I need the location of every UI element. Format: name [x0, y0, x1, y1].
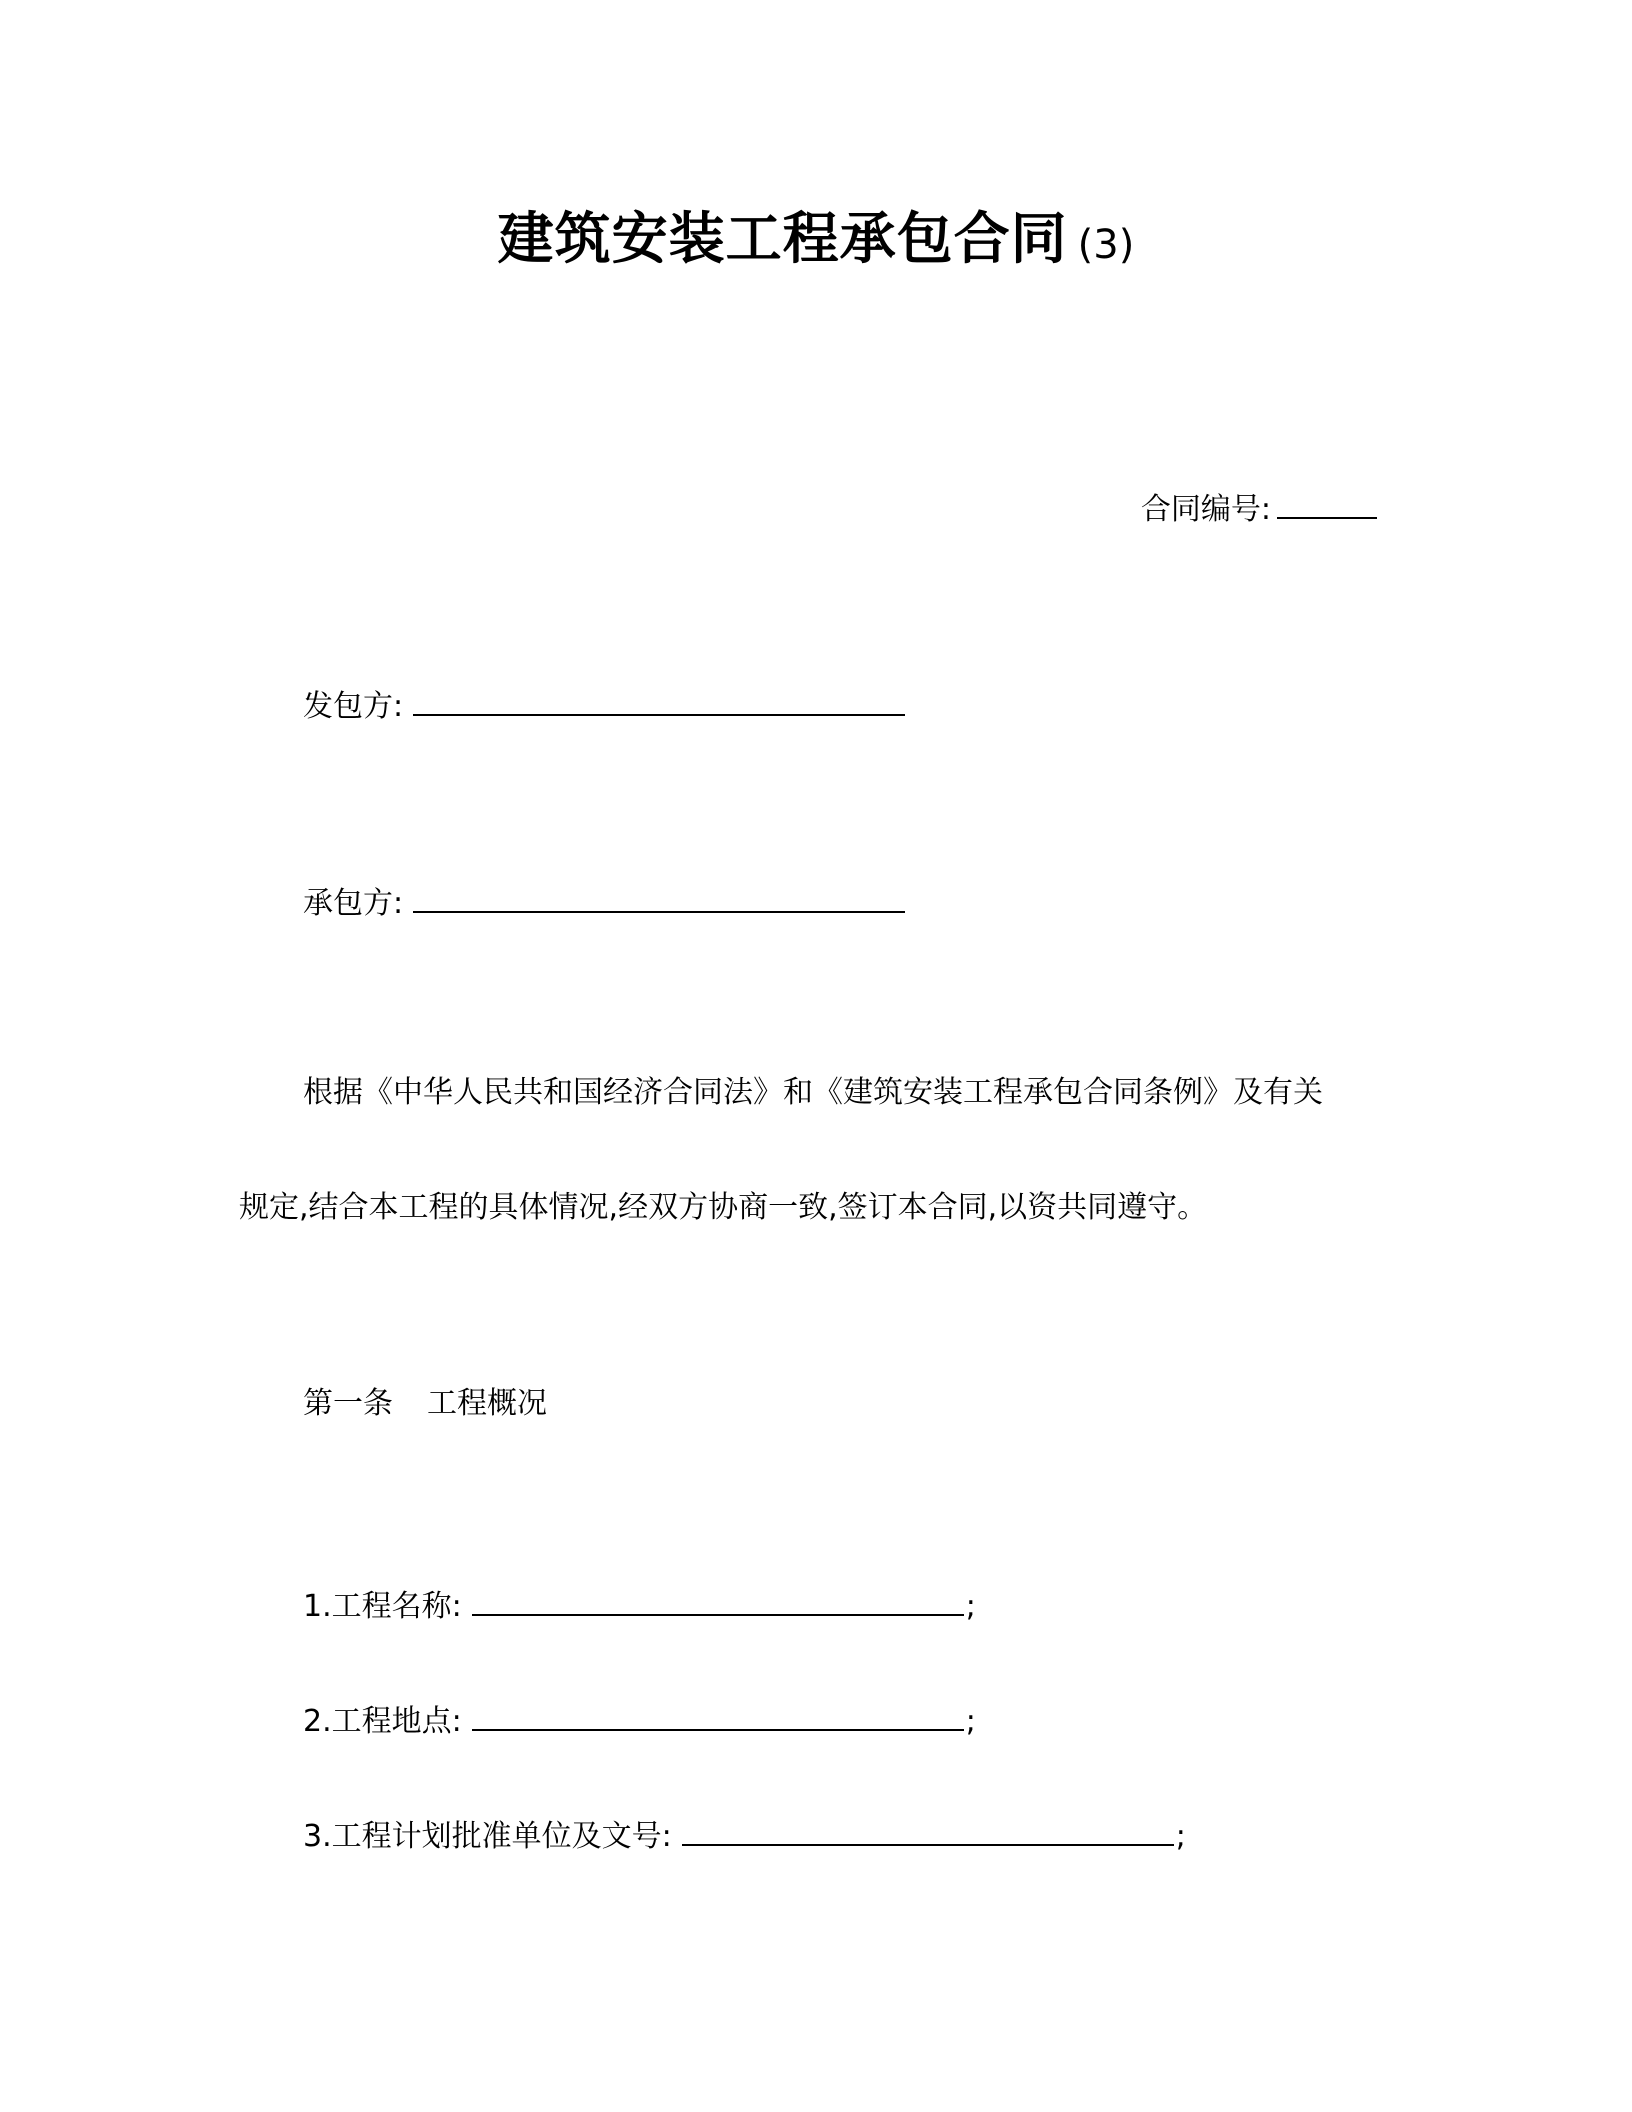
item-terminator: ;	[1175, 1819, 1186, 1854]
contract-number-row	[1141, 483, 1377, 530]
item-approval-unit	[303, 1810, 1186, 1857]
article-1-title: 工程概况	[427, 1386, 547, 1421]
party-a-blank	[413, 680, 905, 716]
party-b-row	[303, 877, 905, 924]
item-label: 1.工程名称:	[303, 1589, 462, 1624]
party-b-label: 承包方:	[303, 886, 404, 921]
party-b-blank	[413, 877, 905, 913]
item-blank	[472, 1695, 964, 1731]
article-1-number: 第一条	[303, 1386, 393, 1421]
contract-number-label: 合同编号:	[1140, 492, 1271, 527]
article-1-heading	[303, 1384, 547, 1424]
item-blank	[682, 1810, 1174, 1846]
title-main: 建筑安装工程承包合同	[497, 207, 1068, 272]
preamble-line-1: 根据《中华人民共和国经济合同法》和《建筑安装工程承包合同条例》及有关	[303, 1075, 1323, 1110]
item-terminator: ;	[965, 1589, 976, 1624]
contract-number-blank	[1277, 483, 1377, 519]
item-blank	[472, 1580, 964, 1616]
item-terminator: ;	[965, 1704, 976, 1739]
party-a-row	[303, 680, 905, 727]
title-suffix: (3)	[1077, 222, 1135, 268]
party-a-label: 发包方:	[303, 689, 404, 724]
item-label: 2.工程地点:	[303, 1704, 462, 1739]
document-title	[0, 195, 1632, 275]
item-project-location	[303, 1695, 976, 1742]
item-label: 3.工程计划批准单位及文号:	[303, 1819, 672, 1854]
preamble-line-2: 规定,结合本工程的具体情况,经双方协商一致,签订本合同,以资共同遵守。	[239, 1190, 1208, 1225]
item-project-name	[303, 1580, 976, 1627]
